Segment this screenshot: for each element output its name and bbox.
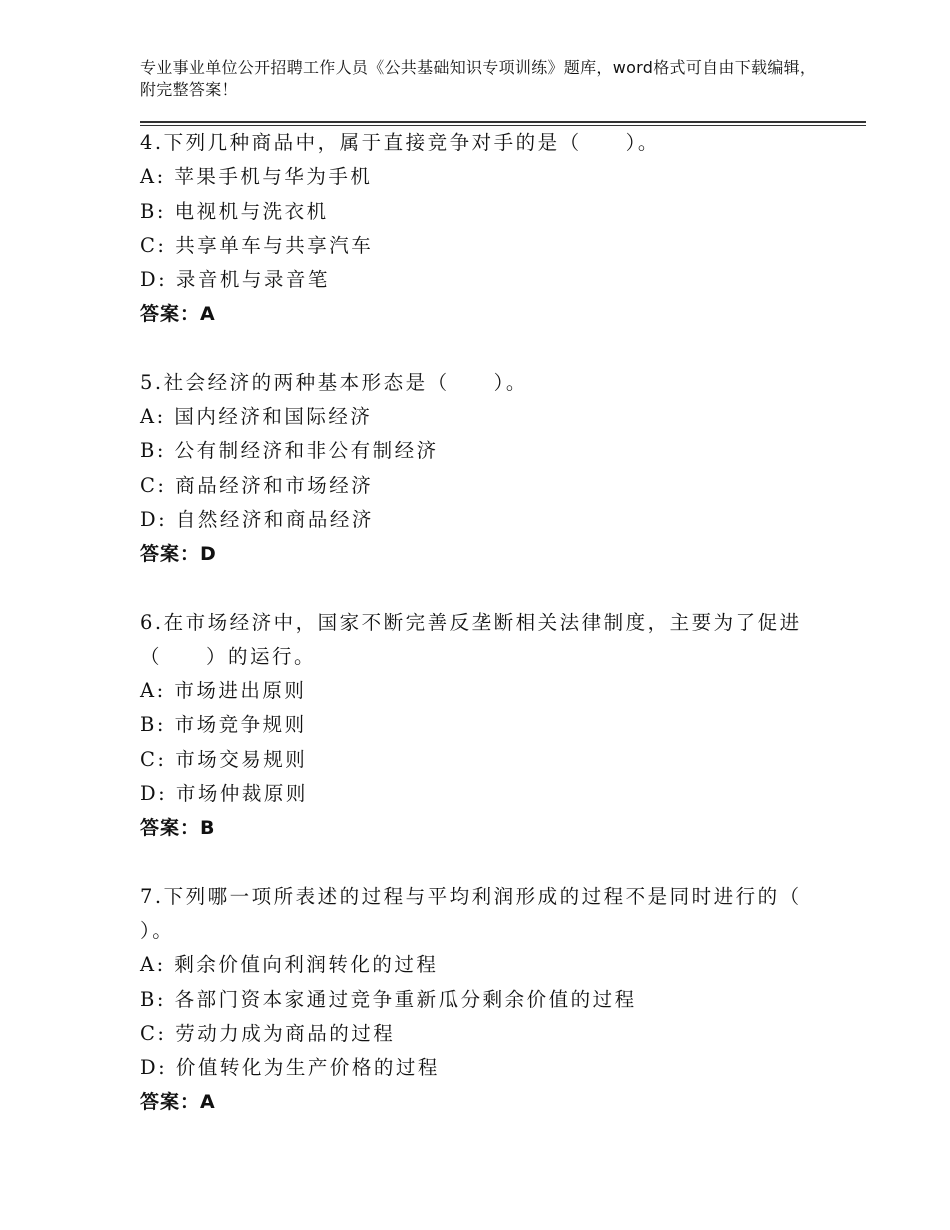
answer: 答案：A — [140, 1091, 216, 1114]
option-d: D: 价值转化为生产价格的过程 — [140, 1056, 440, 1080]
question-stem-continued: ）。 — [140, 918, 175, 942]
question-stem: 7.下列哪一项所表述的过程与平均利润形成的过程不是同时进行的（ — [140, 884, 802, 908]
option-c: C: 市场交易规则 — [140, 747, 308, 771]
header-divider-thick — [140, 121, 866, 123]
question-5 — [140, 366, 810, 572]
answer: 答案：A — [140, 303, 216, 326]
question-4 — [140, 126, 810, 332]
option-d: D: 录音机与录音笔 — [140, 268, 330, 292]
question-list — [140, 126, 810, 1154]
option-c: C: 劳动力成为商品的过程 — [140, 1021, 396, 1045]
option-d: D: 市场仲裁原则 — [140, 782, 308, 806]
option-c: C: 共享单车与共享汽车 — [140, 233, 374, 257]
option-a: A: 苹果手机与华为手机 — [140, 165, 373, 189]
question-7 — [140, 880, 810, 1120]
question-stem: 5.社会经济的两种基本形态是（ ）。 — [140, 370, 528, 394]
answer: 答案：B — [140, 817, 216, 840]
page-header: 专业事业单位公开招聘工作人员《公共基础知识专项训练》题库，word格式可自由下载编辑，附完整答案！ — [140, 58, 817, 99]
answer: 答案：D — [140, 543, 217, 566]
option-a: A: 市场进出原则 — [140, 679, 307, 703]
option-b: B: 电视机与洗衣机 — [140, 199, 329, 223]
option-b: B: 公有制经济和非公有制经济 — [140, 439, 439, 463]
question-stem: 6.在市场经济中，国家不断完善反垄断相关法律制度，主要为了促进 — [140, 610, 802, 634]
option-a: A: 国内经济和国际经济 — [140, 405, 373, 429]
option-b: B: 市场竞争规则 — [140, 713, 307, 737]
option-c: C: 商品经济和市场经济 — [140, 473, 374, 497]
question-stem-continued: （ ）的运行。 — [140, 644, 317, 668]
question-stem: 4.下列几种商品中，属于直接竞争对手的是（ ）。 — [140, 131, 660, 154]
option-a: A: 剩余价值向利润转化的过程 — [140, 953, 439, 977]
question-6 — [140, 606, 810, 846]
option-d: D: 自然经济和商品经济 — [140, 507, 374, 531]
option-b: B: 各部门资本家通过竞争重新瓜分剩余价值的过程 — [140, 987, 637, 1011]
